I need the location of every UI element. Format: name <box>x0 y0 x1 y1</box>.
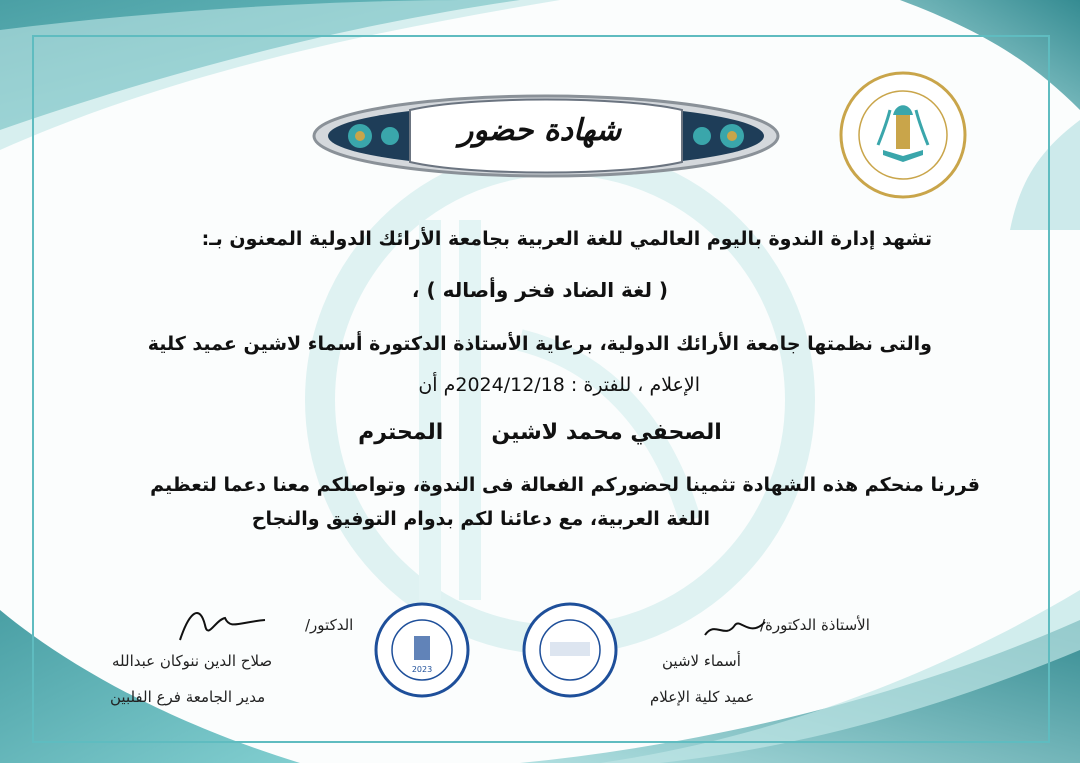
seminar-name: ( لغة الضاد فخر وأصاله ) ، <box>411 278 669 302</box>
right-signature-icon <box>700 610 770 650</box>
organizer-line: والتى نظمتها جامعة الأرائك الدولية، برعاية الأستاذة الدكتورة أسماء لاشين عميد كلية <box>147 333 932 355</box>
recipient-name: الصحفي محمد لاشين <box>491 420 722 445</box>
left-signatory-name: صلاح الدين ننوكان عبدالله <box>112 652 273 670</box>
right-signatory-role: عميد كلية الإعلام <box>650 688 755 706</box>
award-line: قررنا منحكم هذه الشهادة تثمينا لحضوركم الفعالة فى الندوة، وتواصلكم معنا دعما لتعظيم <box>150 474 980 496</box>
university-seal-icon <box>372 600 472 700</box>
recipient-line <box>0 420 1080 445</box>
certificate-title: شهادة حضور <box>458 113 622 148</box>
left-signature-icon <box>170 600 270 650</box>
left-signatory-role: مدير الجامعة فرع الفلبين <box>110 688 266 706</box>
university-logo-icon <box>838 70 968 200</box>
intro-line: تشهد إدارة الندوة باليوم العالمي للغة العربية بجامعة الأرائك الدولية المعنون بـ: <box>201 228 932 250</box>
faculty-seal-icon <box>520 600 620 700</box>
recipient-title: المحترم <box>358 420 444 445</box>
right-signatory-name: أسماء لاشين <box>662 652 741 670</box>
right-signatory-title: الأستاذة الدكتورة/ <box>760 616 870 634</box>
left-signatory-title: الدكتور/ <box>305 616 354 634</box>
seal-year: 2023 <box>411 665 433 674</box>
date-line: الإعلام ، للفترة : 2024/12/18م أن <box>418 374 700 396</box>
closing-line: اللغة العربية، مع دعائنا لكم بدوام التوفيق والنجاح <box>251 508 710 530</box>
